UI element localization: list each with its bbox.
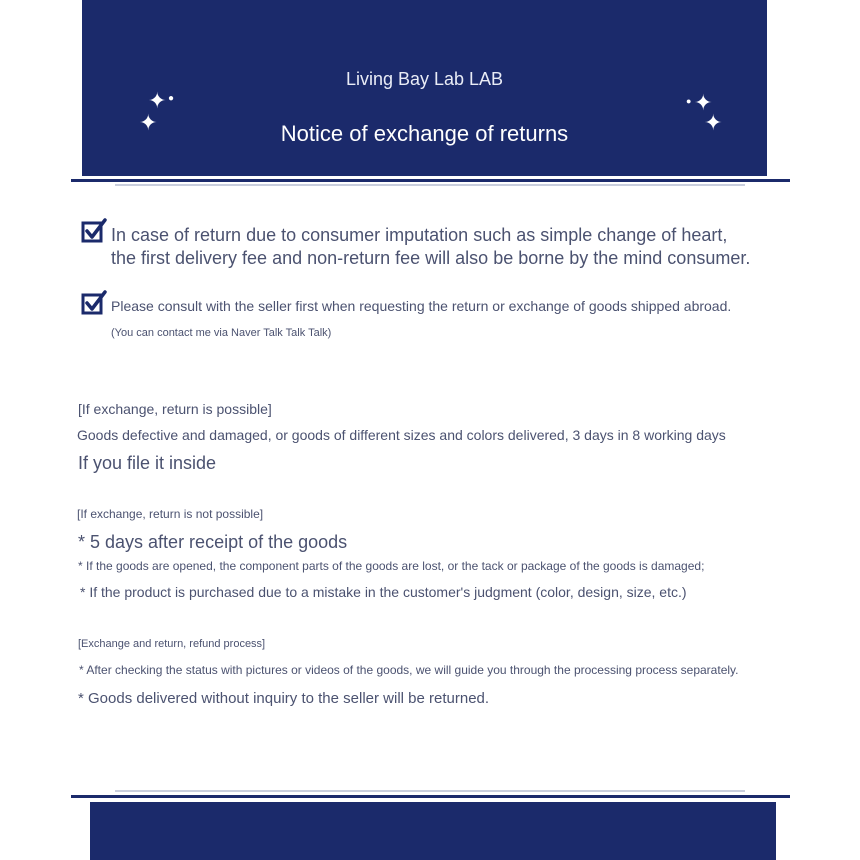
list-item: * After checking the status with pictures or videos of the goods, we will guide you through the processing process separately.	[79, 663, 739, 677]
section-heading: [Exchange and return, refund process]	[78, 638, 266, 650]
notice-line: In case of return due to consumer imputation such as simple change of heart,	[111, 225, 728, 245]
sparkle-icon: ✦	[694, 90, 713, 115]
notice-note: (You can contact me via Naver Talk Talk Talk)	[111, 327, 332, 339]
dot-icon: ●	[686, 96, 692, 106]
notice-line: the first delivery fee and non-return fee will also be borne by the mind consumer.	[111, 248, 751, 268]
list-item: * If the product is purchased due to a mistake in the customer's judgment (color, design, size, etc.)	[80, 584, 687, 600]
section-heading: [If exchange, return is not possible]	[77, 507, 264, 521]
list-item: * 5 days after receipt of the goods	[78, 532, 348, 552]
divider	[115, 790, 745, 792]
list-item: * If the goods are opened, the component parts of the goods are lost, or the tack or package of the goods is damaged;	[78, 559, 705, 573]
list-item: * Goods delivered without inquiry to the seller will be returned.	[78, 690, 490, 707]
dot-icon: ●	[168, 93, 175, 104]
section-heading: [If exchange, return is possible]	[78, 401, 272, 417]
page-title: Notice of exchange of returns	[280, 121, 569, 146]
footer-banner	[90, 802, 776, 860]
section-line: Goods defective and damaged, or goods of different sizes and colors delivered, 3 days in 8 working days	[77, 427, 726, 443]
sparkle-icon: ✦	[704, 110, 723, 135]
sparkle-icon: ✦	[148, 88, 167, 113]
divider	[115, 184, 745, 186]
divider	[71, 179, 790, 182]
brand-name: Living Bay Lab LAB	[345, 69, 504, 89]
checkbox-checked-icon	[81, 290, 107, 316]
sparkle-icon: ✦	[139, 110, 158, 135]
notice-line: Please consult with the seller first when requesting the return or exchange of goods shipped abroad.	[111, 298, 732, 314]
section-line: If you file it inside	[78, 453, 217, 473]
checkbox-checked-icon	[81, 218, 107, 244]
divider	[71, 795, 790, 798]
header-banner	[82, 0, 767, 176]
